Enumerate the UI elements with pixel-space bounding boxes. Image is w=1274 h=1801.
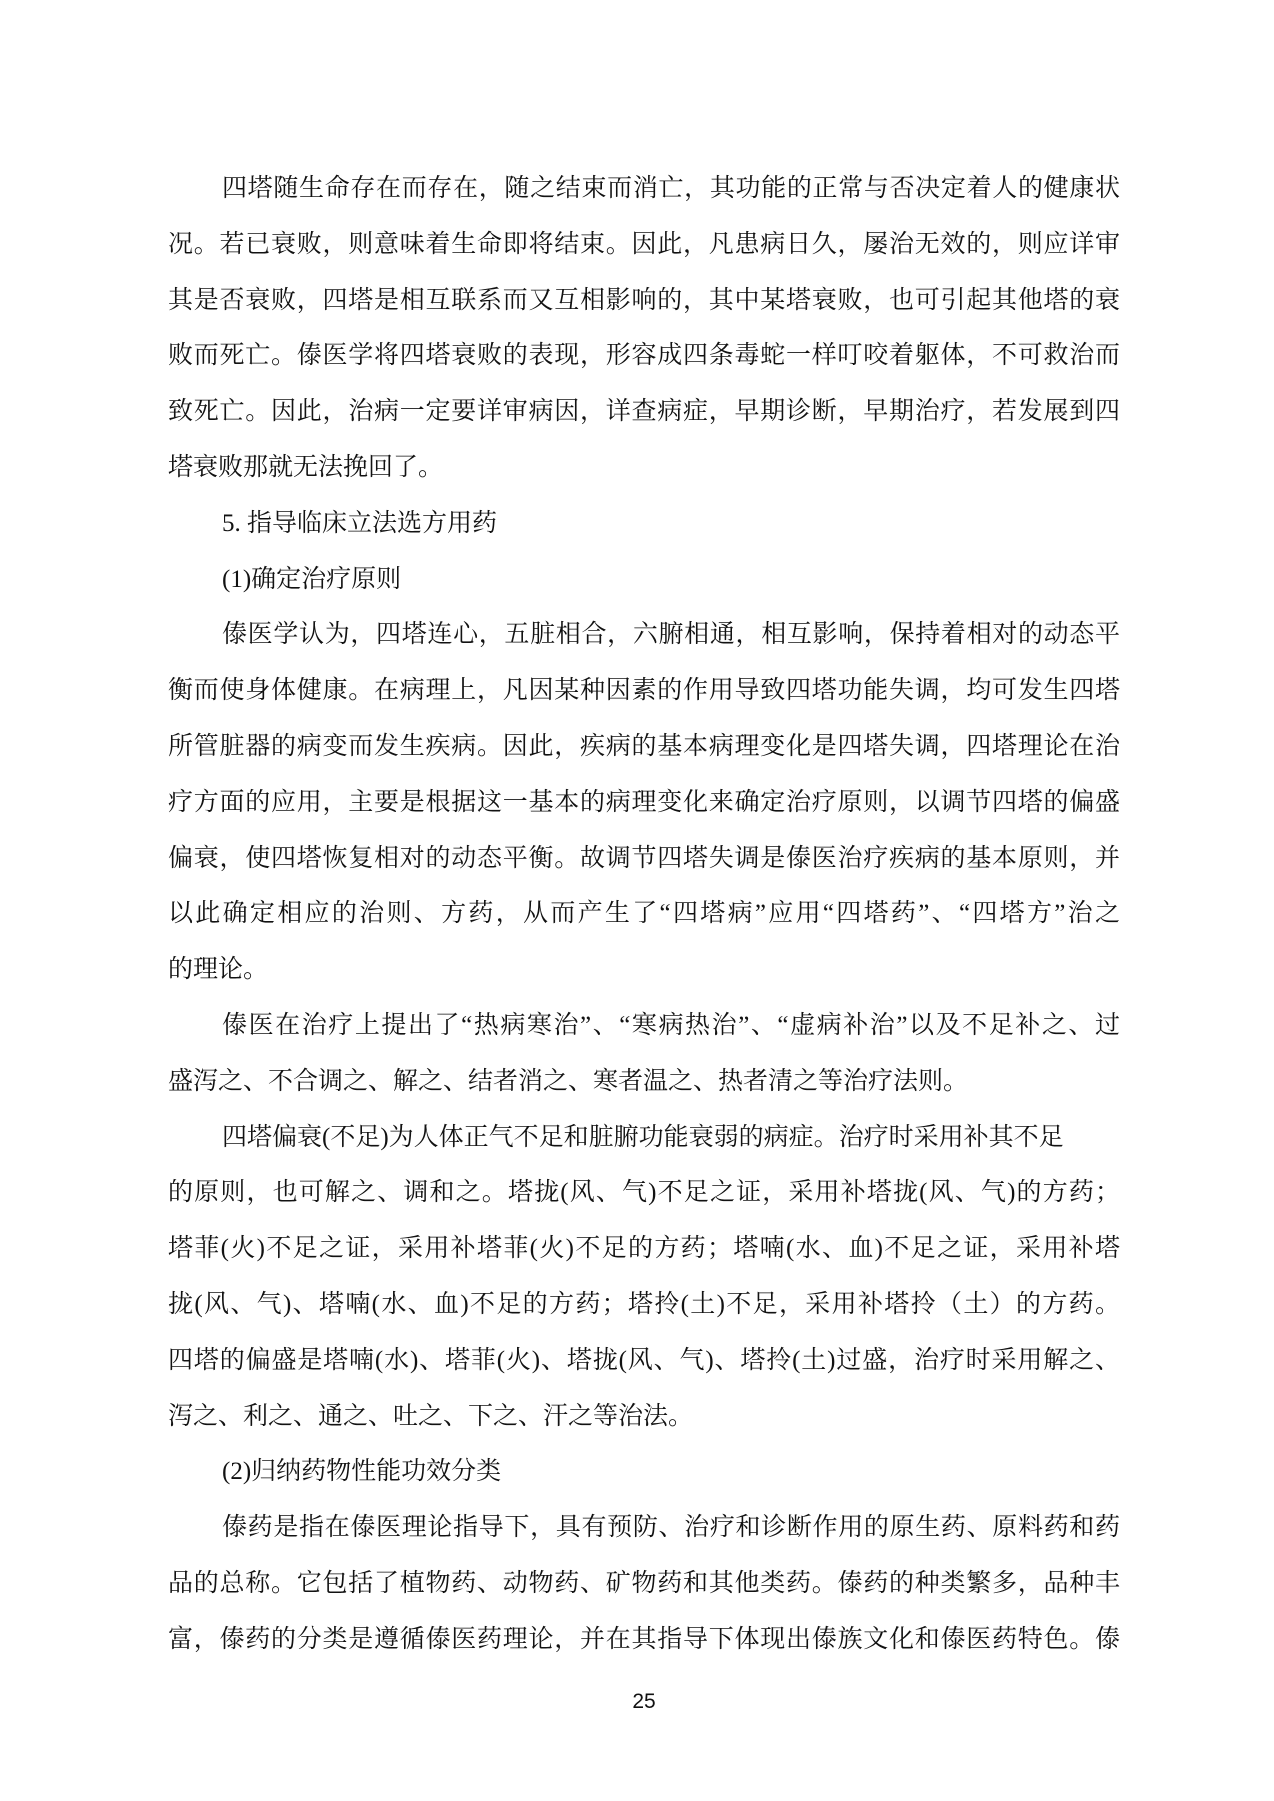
text-line: 塔菲(火)不足之证，采用补塔菲(火)不足的方药；塔喃(水、血)不足之证，采用补塔	[168, 1235, 1120, 1263]
text-line: 傣医在治疗上提出了“热病寒治”、“寒病热治”、“虚病补治”以及不足补之、过	[222, 1011, 1120, 1039]
text-line: 衡而使身体健康。在病理上，凡因某种因素的作用导致四塔功能失调，均可发生四塔	[168, 677, 1120, 705]
body-text	[168, 161, 1120, 1668]
paragraph	[168, 161, 1120, 496]
text-line: 其是否衰败，四塔是相互联系而又互相影响的，其中某塔衰败，也可引起其他塔的衰	[168, 286, 1120, 314]
text-line: 致死亡。因此，治病一定要详审病因，详查病症，早期诊断，早期治疗，若发展到四	[168, 398, 1120, 426]
text-line: 塔衰败那就无法挽回了。	[168, 453, 444, 481]
text-line: 拢(风、气)、塔喃(水、血)不足的方药；塔拎(土)不足，采用补塔拎（土）的方药。	[168, 1290, 1120, 1318]
paragraph	[168, 1110, 1120, 1445]
text-line: 况。若已衰败，则意味着生命即将结束。因此，凡患病日久，屡治无效的，则应详审	[168, 230, 1120, 258]
page-footer	[168, 1690, 1120, 1714]
text-line: 的原则，也可解之、调和之。塔拢(风、气)不足之证，采用补塔拢(风、气)的方药；	[168, 1179, 1120, 1207]
sub-heading	[168, 552, 1120, 608]
heading-line: (1)确定治疗原则	[222, 565, 402, 593]
text-line: 以此确定相应的治则、方药，从而产生了“四塔病”应用“四塔药”、“四塔方”治之	[168, 900, 1120, 928]
paragraph	[168, 607, 1120, 998]
sub-heading	[168, 1444, 1120, 1500]
heading-line: 5. 指导临床立法选方用药	[222, 509, 498, 537]
page-number: 25	[632, 1690, 656, 1713]
paragraph	[168, 998, 1120, 1110]
text-line: 四塔偏衰(不足)为人体正气不足和脏腑功能衰弱的病症。治疗时采用补其不足	[222, 1123, 1064, 1151]
text-line: 所管脏器的病变而发生疾病。因此，疾病的基本病理变化是四塔失调，四塔理论在治	[168, 732, 1120, 760]
text-line: 盛泻之、不合调之、解之、结者消之、寒者温之、热者清之等治疗法则。	[168, 1067, 969, 1095]
text-line: 傣医学认为，四塔连心，五脏相合，六腑相通，相互影响，保持着相对的动态平	[222, 621, 1120, 649]
text-line: 的理论。	[168, 956, 269, 984]
text-line: 四塔的偏盛是塔喃(水)、塔菲(火)、塔拢(风、气)、塔拎(土)过盛，治疗时采用解之、	[168, 1346, 1120, 1374]
text-line: 偏衰，使四塔恢复相对的动态平衡。故调节四塔失调是傣医治疗疾病的基本原则，并	[168, 844, 1120, 872]
paragraph	[168, 1500, 1120, 1667]
text-line: 泻之、利之、通之、吐之、下之、汗之等治法。	[168, 1402, 694, 1430]
text-line: 四塔随生命存在而存在，随之结束而消亡，其功能的正常与否决定着人的健康状	[222, 175, 1120, 202]
text-line: 疗方面的应用，主要是根据这一基本的病理变化来确定治疗原则，以调节四塔的偏盛	[168, 788, 1120, 816]
heading-line: (2)归纳药物性能功效分类	[222, 1458, 502, 1486]
text-line: 败而死亡。傣医学将四塔衰败的表现，形容成四条毒蛇一样叮咬着躯体，不可救治而	[168, 342, 1120, 370]
text-line: 品的总称。它包括了植物药、动物药、矿物药和其他类药。傣药的种类繁多，品种丰	[168, 1569, 1120, 1597]
text-line: 富，傣药的分类是遵循傣医药理论，并在其指导下体现出傣族文化和傣医药特色。傣	[168, 1625, 1120, 1653]
section-heading	[168, 496, 1120, 552]
text-line: 傣药是指在傣医理论指导下，具有预防、治疗和诊断作用的原生药、原料药和药	[222, 1514, 1120, 1542]
